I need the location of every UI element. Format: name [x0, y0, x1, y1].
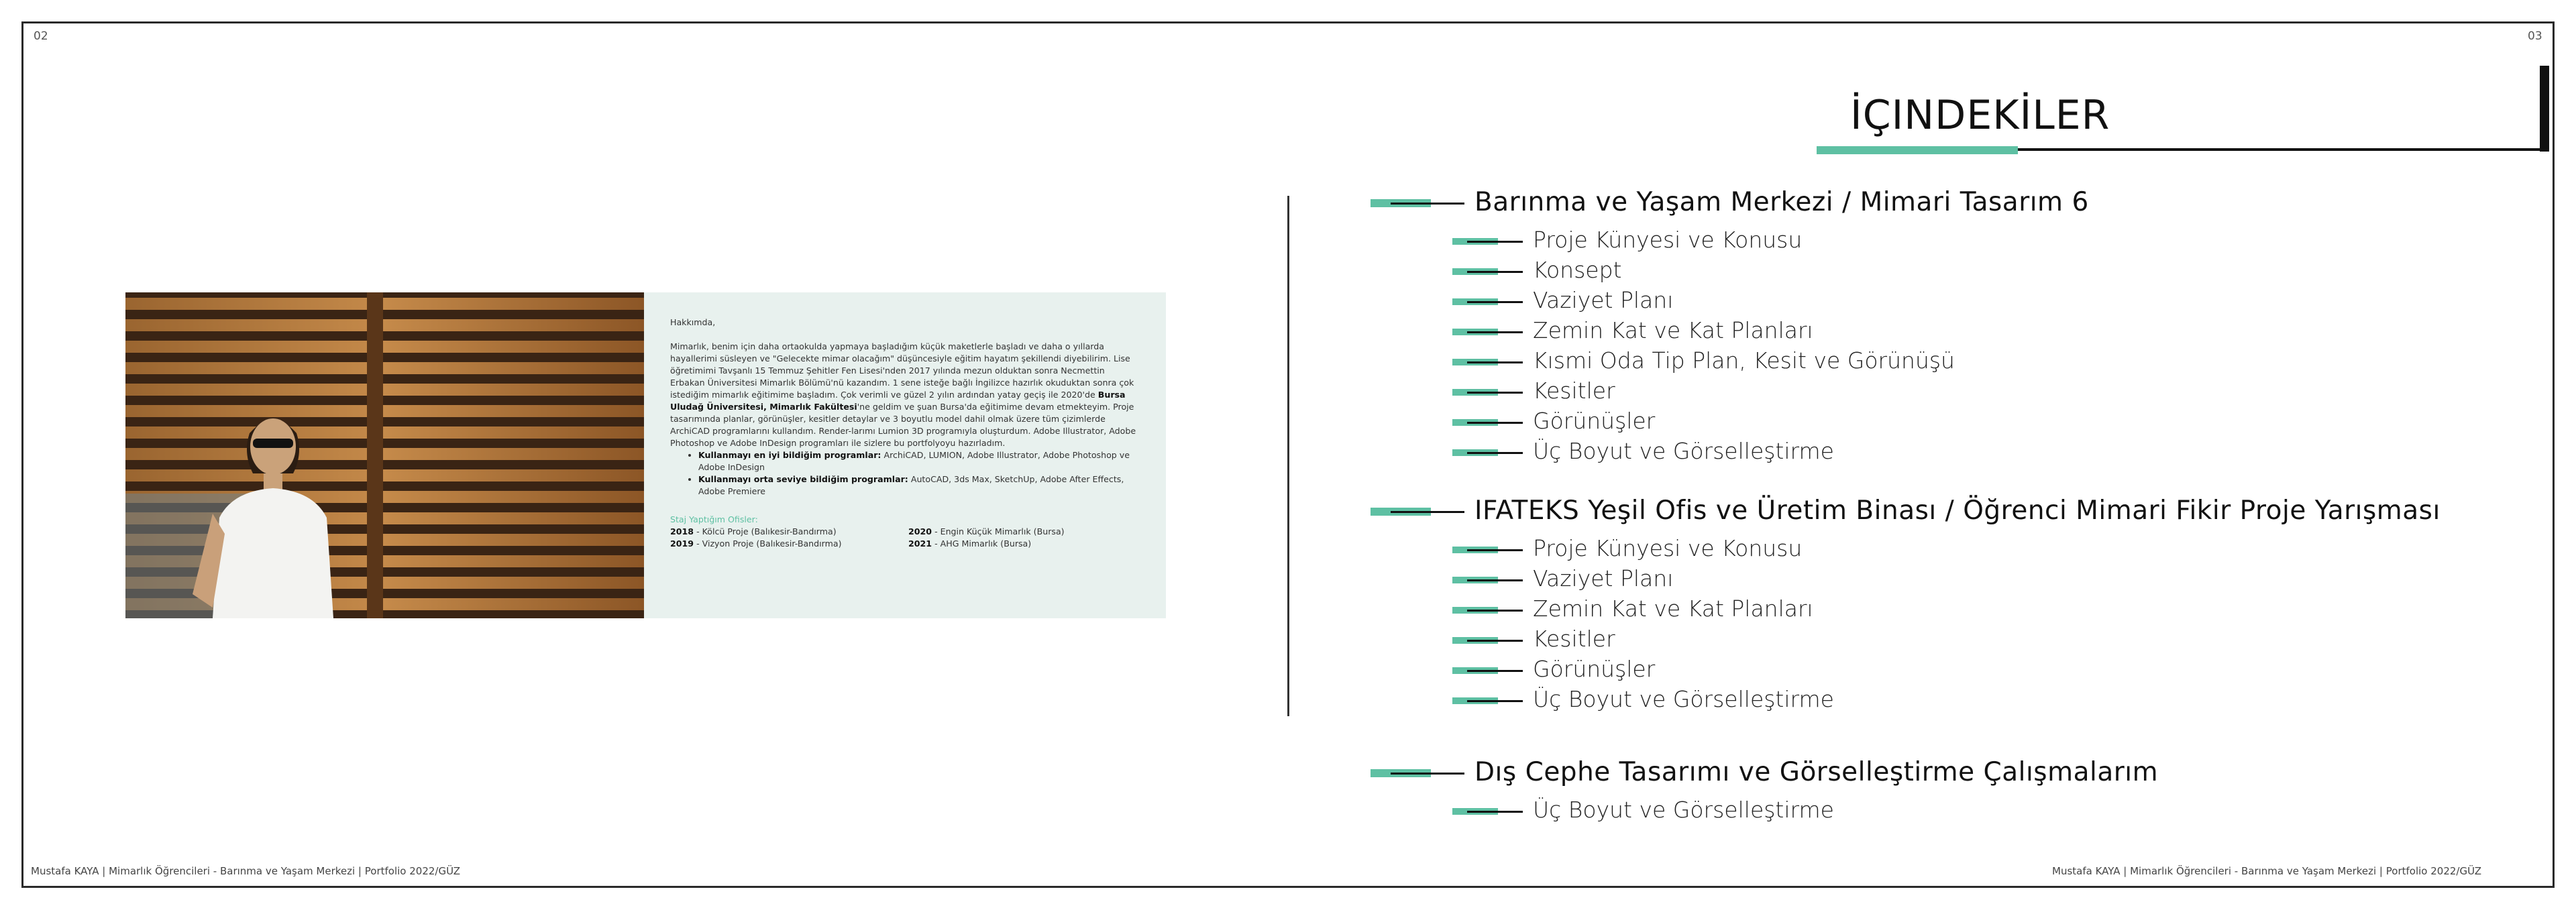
internships-heading: Staj Yaptığım Ofisler: [670, 514, 758, 524]
toc-section-title[interactable]: Dış Cephe Tasarımı ve Görselleştirme Çalışmalarım [1474, 757, 2159, 787]
toc-item[interactable]: Kısmi Oda Tip Plan, Kesit ve Görünüşü [1533, 347, 1955, 374]
toc-item[interactable]: Konsept [1533, 257, 1622, 283]
toc-section-title[interactable]: Barınma ve Yaşam Merkezi / Mimari Tasarım 6 [1474, 187, 2089, 217]
list-item: • Kullanmayı en iyi bildiğim programlar: ArchiCAD, LUMION, Adobe Illustrator, Adobe Photoshop ve Adobe InDesign [698, 449, 1139, 473]
page-divider [1287, 196, 1289, 716]
item-bullet-icon [1452, 634, 1523, 647]
item-bullet-icon [1452, 355, 1523, 369]
about-body: Mimarlık, benim için daha ortaokulda yapmaya başladığım küçük maketlerle başladı ve daha o yıllarda hayallerimi süsleyen ve "Gelecekte mimar olacağım" düşüncesiyle eğitim hayatım şekillendi diyebilirim. Lise öğretimimi Tavşanlı 15 Temmuz Şehitler Fen Lisesi'nden 2017 yılında mezun olduktan sonra Necmettin Erbakan Üniversitesi Mimarlık Bölümü'nü kazandım. 1 sene isteğe bağlı İngilizce hazırlık okuduktan sonra çok istediğim mimarlık eğitimime başladım. Çok verimli ve güzel 2 yılın ardından yatay geçiş ile 2020'de Bursa Uludağ Üniversitesi, Mimarlık Fakültesi'ne geldim ve şuan Bursa'da eğitimime devam etmekteyim. Proje tasarımında planlar, görünüşler, kesitler detaylar ve 3 boyutlu model dahil olmak üzere tüm çizimlerde ArchiCAD programlarını kullandım. Render-larımı Lumion 3D programıyla oluşturdum. Adobe Illustrator, Adobe Photoshop ve Adobe InDesign programları ile sizlere bu portfolyoyu hazırladım. [670, 341, 1136, 448]
section-bullet-icon [1371, 765, 1464, 781]
toc-item[interactable]: Zemin Kat ve Kat Planları [1533, 595, 1813, 622]
toc-item[interactable]: Görünüşler [1533, 656, 1656, 682]
item-bullet-icon [1452, 446, 1523, 459]
list-item: 2021 - AHG Mimarlık (Bursa) [908, 538, 1032, 549]
item-bullet-icon [1452, 325, 1523, 339]
footer-credit-right: Mustafa KAYA | Mimarlık Öğrencileri - Barınma ve Yaşam Merkezi | Portfolio 2022/GÜZ [2052, 865, 2482, 877]
list-item: 2019 - Vizyon Proje (Balıkesir-Bandırma) [670, 538, 842, 549]
item-bullet-icon [1452, 295, 1523, 308]
item-bullet-icon [1452, 573, 1523, 587]
portrait-photo [125, 292, 644, 618]
toc-item[interactable]: Üç Boyut ve Görselleştirme [1533, 686, 1834, 712]
item-bullet-icon [1452, 265, 1523, 278]
about-card [644, 292, 1166, 618]
item-bullet-icon [1452, 604, 1523, 617]
list-item: 2020 - Engin Küçük Mimarlık (Bursa) [908, 526, 1065, 536]
title-side-bar [2540, 66, 2549, 152]
item-bullet-icon [1452, 386, 1523, 399]
item-bullet-icon [1452, 543, 1523, 557]
page-title: İÇINDEKİLER [1850, 92, 2110, 139]
toc-item[interactable]: Üç Boyut ve Görselleştirme [1533, 438, 1834, 464]
about-heading: Hakkımda, [670, 317, 716, 327]
section-bullet-icon [1371, 195, 1464, 211]
list-item: • Kullanmayı orta seviye bildiğim programlar: AutoCAD, 3ds Max, SketchUp, Adobe After Effects, Adobe Premiere [698, 473, 1139, 498]
toc-section-title[interactable]: IFATEKS Yeşil Ofis ve Üretim Binası / Öğrenci Mimari Fikir Proje Yarışması [1474, 496, 2440, 526]
university-name: Bursa Uludağ Üniversitesi, Mimarlık Fakültesi [670, 390, 1126, 412]
page-number-left: 02 [34, 30, 48, 43]
item-bullet-icon [1452, 805, 1523, 818]
skills-list [670, 449, 1139, 498]
toc-item[interactable]: Proje Künyesi ve Konusu [1533, 227, 1803, 253]
toc-item[interactable]: Görünüşler [1533, 408, 1656, 434]
toc-item[interactable]: Zemin Kat ve Kat Planları [1533, 317, 1813, 343]
title-accent-bar [1817, 146, 2018, 154]
item-bullet-icon [1452, 235, 1523, 248]
item-bullet-icon [1452, 664, 1523, 677]
list-item: 2018 - Kölcü Proje (Balıkesir-Bandırma) [670, 526, 837, 536]
item-bullet-icon [1452, 416, 1523, 429]
page-number-right: 03 [2528, 30, 2542, 43]
toc-item[interactable]: Vaziyet Planı [1533, 287, 1674, 313]
toc-item[interactable]: Proje Künyesi ve Konusu [1533, 535, 1803, 561]
toc-item[interactable]: Kesitler [1533, 626, 1615, 652]
footer-credit-left: Mustafa KAYA | Mimarlık Öğrencileri - Barınma ve Yaşam Merkezi | Portfolio 2022/GÜZ [31, 865, 461, 877]
toc-item[interactable]: Üç Boyut ve Görselleştirme [1533, 797, 1834, 823]
toc-item[interactable]: Vaziyet Planı [1533, 565, 1674, 591]
item-bullet-icon [1452, 694, 1523, 707]
internships-list [670, 526, 1139, 550]
toc-item[interactable]: Kesitler [1533, 378, 1615, 404]
section-bullet-icon [1371, 504, 1464, 520]
